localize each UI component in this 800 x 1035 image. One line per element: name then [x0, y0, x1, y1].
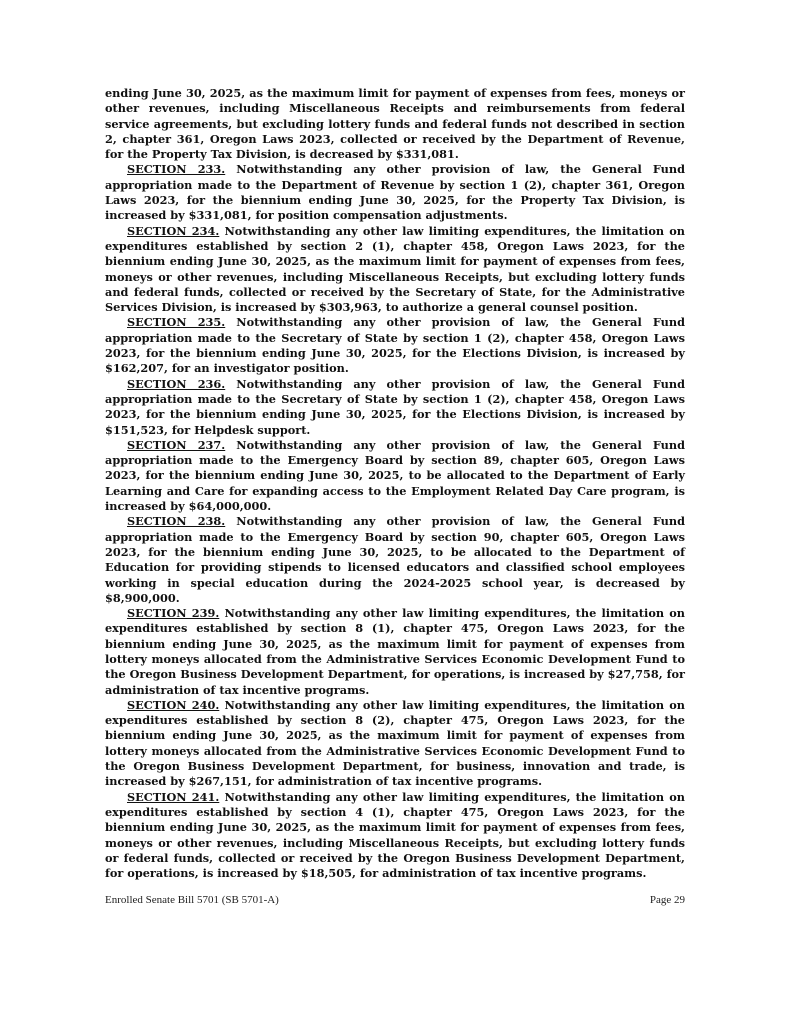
document-body	[105, 86, 685, 881]
bill-identifier: Enrolled Senate Bill 5701 (SB 5701-A)	[105, 894, 279, 906]
section-237-label: SECTION 237.	[127, 437, 226, 452]
section-235-paragraph	[105, 315, 685, 376]
section-238-label: SECTION 238.	[127, 514, 226, 529]
section-239-label: SECTION 239.	[127, 606, 220, 621]
section-240-text: Notwithstanding any other law limiting expenditures, the limitation on expenditures established by section 8 (2), chapter 475, Oregon Laws 2023, for the biennium ending June 30, 2025, as the maximum limit for payment of expenses from lottery moneys allocated from the Administrative Services Economic Development Fund to the Oregon Business Development Department, for business, innovation and trade, is increased by $267,151, for administration of tax incentive programs.	[105, 697, 685, 789]
page-number: Page 29	[649, 894, 685, 906]
section-236-text: Notwithstanding any other provision of law, the General Fund appropriation made to the Secretary of State by section 1 (2), chapter 458, Oregon Laws 2023, for the biennium ending June 30, 2025, for the Elections Division, is increased by $151,523, for Helpdesk support.	[105, 376, 685, 437]
section-233-paragraph	[105, 162, 685, 223]
section-234-text: Notwithstanding any other law limiting expenditures, the limitation on expenditures established by section 2 (1), chapter 458, Oregon Laws 2023, for the biennium ending June 30, 2025, as the maximum limit for payment of expenses from fees, moneys or other revenues, including Miscellaneous Receipts, but excluding lottery funds and federal funds, collected or received by the Secretary of State, for the Administrative Services Division, is increased by $303,963, to authorize a general counsel position.	[105, 223, 685, 315]
section-234-label: SECTION 234.	[127, 223, 220, 238]
section-240-label: SECTION 240.	[127, 697, 220, 712]
section-236-label: SECTION 236.	[127, 376, 226, 391]
section-233-label: SECTION 233.	[127, 162, 226, 177]
section-237-paragraph	[105, 438, 685, 514]
section-235-label: SECTION 235.	[127, 315, 226, 330]
section-241-paragraph	[105, 790, 685, 882]
section-239-paragraph	[105, 606, 685, 698]
opening-paragraph: ending June 30, 2025, as the maximum limit for payment of expenses from fees, moneys or other revenues, including Miscellaneous Receipts and reimbursements from federal service agreements, but excluding lottery funds and federal funds not described in section 2, chapter 361, Oregon Laws 2023, collected or received by the Department of Revenue, for the Property Tax Division, is decreased by $331,081.	[105, 86, 685, 162]
section-239-text: Notwithstanding any other law limiting expenditures, the limitation on expenditures established by section 8 (1), chapter 475, Oregon Laws 2023, for the biennium ending June 30, 2025, as the maximum limit for payment of expenses from lottery moneys allocated from the Administrative Services Economic Development Fund to the Oregon Business Development Department, for operations, is increased by $27,758, for administration of tax incentive programs.	[105, 606, 685, 697]
section-237-text: Notwithstanding any other provision of law, the General Fund appropriation made to the Emergency Board by section 89, chapter 605, Oregon Laws 2023, for the biennium ending June 30, 2025, to be allocated to the Department of Early Learning and Care for expanding access to the Employment Related Day Care program, is increased by $64,000,000.	[105, 437, 685, 514]
section-241-text: Notwithstanding any other law limiting expenditures, the limitation on expenditures established by section 4 (1), chapter 475, Oregon Laws 2023, for the biennium ending June 30, 2025, as the maximum limit for payment of expenses from fees, moneys or other revenues, including Miscellaneous Receipts, but excluding lottery funds or federal funds, collected or received by the Oregon Business Development Department, for operations, is increased by $18,505, for administration of tax incentive programs.	[105, 789, 685, 881]
section-236-paragraph	[105, 377, 685, 438]
section-241-label: SECTION 241.	[127, 789, 220, 804]
section-238-text: Notwithstanding any other provision of law, the General Fund appropriation made to the Emergency Board by section 90, chapter 605, Oregon Laws 2023, for the biennium ending June 30, 2025, to be allocated to the Department of Education for providing stipends to licensed educators and classified school employees working in special education during the 2024-2025 school year, is decreased by $8,900,000.	[105, 514, 685, 605]
section-240-paragraph	[105, 698, 685, 790]
section-234-paragraph	[105, 224, 685, 316]
section-233-text: Notwithstanding any other provision of law, the General Fund appropriation made to the Department of Revenue by section 1 (2), chapter 361, Oregon Laws 2023, for the biennium ending June 30, 2025, for the Property Tax Division, is increased by $331,081, for position compensation adjustments.	[105, 162, 685, 223]
section-238-paragraph	[105, 514, 685, 606]
section-235-text: Notwithstanding any other provision of law, the General Fund appropriation made to the Secretary of State by section 1 (2), chapter 458, Oregon Laws 2023, for the biennium ending June 30, 2025, for the Elections Division, is increased by $162,207, for an investigator position.	[105, 315, 685, 376]
